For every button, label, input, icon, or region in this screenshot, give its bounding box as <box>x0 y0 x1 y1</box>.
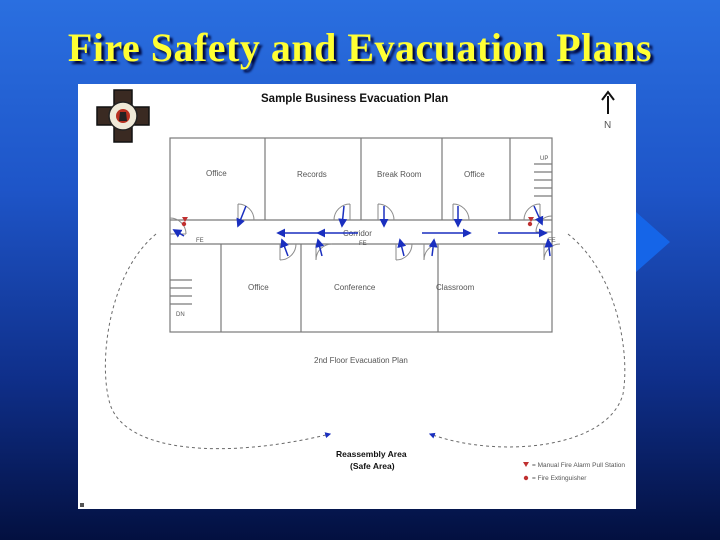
fire-extinguisher-label: FE <box>359 241 367 247</box>
fire-extinguisher-icon <box>528 222 532 226</box>
fire-department-badge-icon <box>97 90 149 142</box>
legend <box>523 462 625 482</box>
pull-station-legend-icon <box>523 462 529 467</box>
fire-extinguisher-label: FE <box>548 238 556 244</box>
plan-heading: Sample Business Evacuation Plan <box>261 93 449 105</box>
legend-pull-station: = Manual Fire Alarm Pull Station <box>532 462 626 469</box>
floor-caption: 2nd Floor Evacuation Plan <box>314 356 408 365</box>
decorative-arrow-icon <box>636 212 670 272</box>
room-label-office-sw: Office <box>248 283 269 292</box>
room-label-records: Records <box>297 170 327 179</box>
legend-fire-extinguisher: = Fire Extinguisher <box>532 475 587 482</box>
room-label-office-ne: Office <box>464 170 485 179</box>
fire-extinguisher-legend-icon <box>524 476 528 480</box>
fire-extinguisher-icon <box>182 222 186 226</box>
north-label: N <box>604 120 612 131</box>
stair-marker-dn: DN <box>176 312 185 318</box>
slide-title: Fire Safety and Evacuation Plans <box>67 25 653 70</box>
stair-marker-up: UP <box>540 156 549 162</box>
reassembly-area-label: Reassembly Area <box>336 449 407 459</box>
room-label-corridor: Corridor <box>343 229 372 238</box>
north-arrow-icon <box>602 92 614 114</box>
room-label-conference: Conference <box>334 283 376 292</box>
assembly-routes <box>105 234 624 449</box>
reassembly-area-sublabel: (Safe Area) <box>350 461 395 471</box>
corner-mark <box>80 503 84 507</box>
fire-extinguisher-label: FE <box>196 238 204 244</box>
evacuation-plan <box>78 84 636 509</box>
room-label-break-room: Break Room <box>377 170 422 179</box>
room-label-classroom: Classroom <box>436 283 475 292</box>
room-label-office-nw: Office <box>206 169 227 178</box>
